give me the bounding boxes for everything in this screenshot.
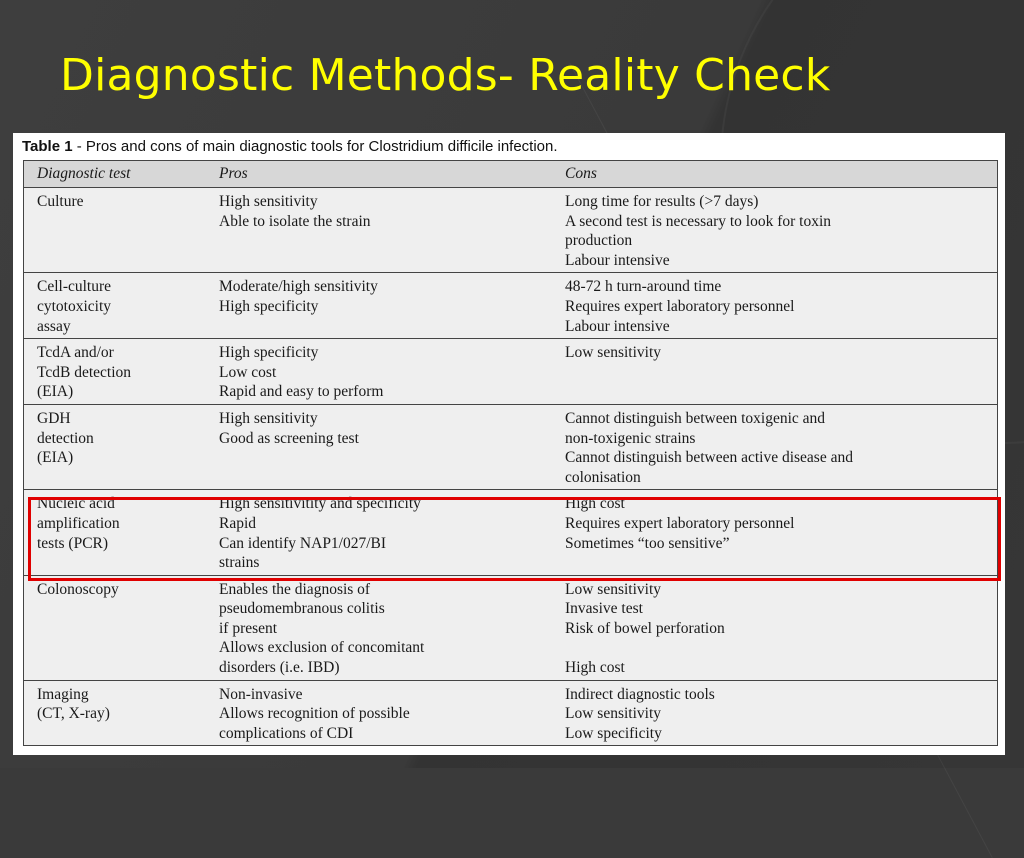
cell-text-line: High cost bbox=[565, 495, 625, 513]
cell-text-line: disorders (i.e. IBD) bbox=[219, 659, 340, 677]
cell-text-line: Low sensitivity bbox=[565, 344, 662, 362]
cell-text-line: Culture bbox=[37, 193, 84, 210]
diagnostic-test-cell bbox=[24, 188, 207, 273]
cell-text-line: pseudomembranous colitis bbox=[219, 600, 385, 618]
cell-text-line: strains bbox=[219, 554, 260, 572]
cell-text-line: Allows exclusion of concomitant bbox=[219, 639, 425, 657]
cell-text-line: Cell-culture bbox=[37, 278, 112, 296]
cell-text-line: Cannot distinguish between active disease and bbox=[565, 449, 853, 467]
cell-text-line: Imaging bbox=[37, 685, 89, 703]
cell-text-line: High sensitivitity and specificity bbox=[219, 495, 421, 513]
table-caption-number: Table 1 bbox=[22, 138, 73, 155]
cell-text-line: Low sensitivity bbox=[565, 705, 662, 723]
table-row bbox=[24, 188, 998, 273]
cell-text-line: cytotoxicity bbox=[37, 297, 112, 315]
cell-text-line: complications of CDI bbox=[219, 724, 354, 742]
diagnostic-test-cell bbox=[24, 273, 207, 339]
cell-text-line: Rapid and easy to perform bbox=[219, 383, 384, 401]
table-row bbox=[24, 273, 998, 339]
header-pros: Pros bbox=[206, 161, 552, 188]
cell-text-line: High sensitivity bbox=[219, 409, 318, 427]
cell-text-line: if present bbox=[219, 619, 278, 637]
pros-cell bbox=[206, 339, 552, 405]
cell-text-line: High cost bbox=[565, 659, 625, 677]
cell-text-line: (EIA) bbox=[37, 449, 74, 467]
cell-text-line: Indirect diagnostic tools bbox=[565, 685, 715, 703]
cell-text-line: (CT, X-ray) bbox=[37, 705, 110, 723]
cell-text-line: Invasive test bbox=[565, 600, 643, 618]
cell-text-line: Sometimes “too sensitive” bbox=[565, 534, 730, 552]
cell-text-line: detection bbox=[37, 429, 94, 447]
cell-text-line: Low cost bbox=[219, 363, 277, 381]
cell-text-line: (EIA) bbox=[37, 383, 74, 401]
cons-cell bbox=[552, 273, 998, 339]
cell-text-line: A second test is necessary to look for toxin bbox=[565, 212, 832, 230]
diagnostic-test-cell bbox=[24, 575, 207, 680]
cell-text-line: Low specificity bbox=[565, 724, 662, 742]
cell-text-line: High specificity bbox=[219, 297, 319, 315]
cell-text-line: production bbox=[565, 232, 633, 250]
cell-text-line: Cannot distinguish between toxigenic and bbox=[565, 409, 826, 427]
cell-text-line: Labour intensive bbox=[565, 251, 670, 269]
cell-text-line: Labour intensive bbox=[565, 317, 670, 335]
cell-text-line: Low sensitivity bbox=[565, 580, 662, 598]
pros-cell bbox=[206, 273, 552, 339]
slide-title: Diagnostic Methods- Reality Check bbox=[60, 50, 831, 101]
cons-cell bbox=[552, 188, 998, 273]
table-caption-text: - Pros and cons of main diagnostic tools for Clostridium difficile infection. bbox=[72, 138, 558, 155]
cell-text-line: Able to isolate the strain bbox=[219, 212, 371, 230]
table-caption bbox=[22, 138, 558, 155]
pros-cell bbox=[206, 404, 552, 489]
cons-cell bbox=[552, 575, 998, 680]
table-header-row bbox=[24, 161, 998, 188]
pros-cell bbox=[206, 188, 552, 273]
table-row bbox=[24, 490, 998, 575]
table-row bbox=[24, 680, 998, 746]
cell-text-line: non-toxigenic strains bbox=[565, 429, 696, 447]
cell-text-line: Allows recognition of possible bbox=[219, 705, 410, 723]
table-image-panel bbox=[13, 133, 1005, 755]
cell-text-line: colonisation bbox=[565, 468, 641, 486]
cell-text-line: Moderate/high sensitivity bbox=[219, 278, 378, 296]
cell-text-line: GDH bbox=[37, 409, 71, 427]
cell-text-line: Requires expert laboratory personnel bbox=[565, 297, 795, 315]
cell-text-line: 48-72 h turn-around time bbox=[565, 278, 722, 296]
cell-text-line: Long time for results (>7 days) bbox=[565, 193, 759, 210]
cell-text-line: Good as screening test bbox=[219, 429, 359, 447]
cell-text-line: amplification bbox=[37, 514, 120, 532]
cons-cell bbox=[552, 490, 998, 575]
diagnostic-test-cell bbox=[24, 490, 207, 575]
cell-text-line: Rapid bbox=[219, 514, 257, 532]
cell-text-line: Enables the diagnosis of bbox=[219, 580, 371, 598]
cons-cell bbox=[552, 404, 998, 489]
table-body bbox=[24, 188, 998, 746]
diagnostic-test-cell bbox=[24, 339, 207, 405]
header-cons: Cons bbox=[552, 161, 998, 188]
cell-text-line: Requires expert laboratory personnel bbox=[565, 514, 795, 532]
diagnostic-methods-table bbox=[23, 160, 998, 746]
table-row bbox=[24, 575, 998, 680]
cell-text-line bbox=[565, 638, 991, 658]
diagnostic-test-cell bbox=[24, 680, 207, 746]
cell-text-line: Nucleic acid bbox=[37, 495, 115, 513]
pros-cell bbox=[206, 680, 552, 746]
cell-text-line: High specificity bbox=[219, 344, 319, 362]
pros-cell bbox=[206, 575, 552, 680]
cell-text-line: High sensitivity bbox=[219, 193, 318, 210]
cell-text-line: TcdA and/or bbox=[37, 344, 114, 362]
table-row bbox=[24, 404, 998, 489]
cell-text-line: assay bbox=[37, 317, 71, 335]
cell-text-line: TcdB detection bbox=[37, 363, 132, 381]
table-row bbox=[24, 339, 998, 405]
cell-text-line: Non-invasive bbox=[219, 685, 303, 703]
diagnostic-test-cell bbox=[24, 404, 207, 489]
cons-cell bbox=[552, 339, 998, 405]
cons-cell bbox=[552, 680, 998, 746]
cell-text-line: Can identify NAP1/027/BI bbox=[219, 534, 387, 552]
header-diagnostic-test: Diagnostic test bbox=[24, 161, 207, 188]
cell-text-line: tests (PCR) bbox=[37, 534, 109, 552]
cell-text-line: Risk of bowel perforation bbox=[565, 619, 725, 637]
pros-cell bbox=[206, 490, 552, 575]
cell-text-line: Colonoscopy bbox=[37, 580, 119, 598]
